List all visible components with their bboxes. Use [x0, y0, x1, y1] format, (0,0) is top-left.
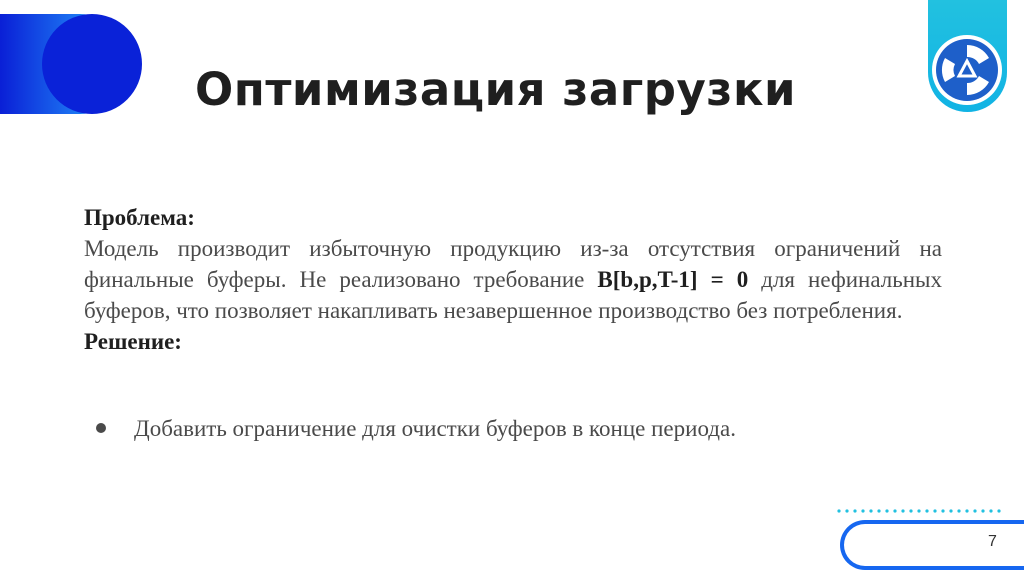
problem-text-end: для нефинальных буферов, что позволяет накапливать незавершенное производство без потребления. — [84, 267, 942, 323]
problem-paragraph — [84, 233, 942, 326]
problem-formula: B[b,p,T-1] = 0 — [597, 267, 749, 292]
problem-heading: Проблема: — [84, 205, 195, 230]
problem-text-start: Модель производит избыточную продукцию из-за отсутствия ограничений на финальные буферы. Не реализовано требование — [84, 236, 942, 292]
rosatom-logo-icon — [929, 32, 1005, 108]
bullet-dot-icon — [96, 423, 106, 433]
slide-title: Оптимизация загрузки — [195, 63, 797, 116]
slide-body — [84, 202, 942, 357]
bullet-text: Добавить ограничение для очистки буферов в конце периода. — [134, 416, 736, 441]
solution-heading: Решение: — [84, 329, 182, 354]
decor-dots — [836, 508, 1006, 514]
decor-circle-top-left — [42, 14, 142, 114]
page-number: 7 — [988, 533, 997, 550]
